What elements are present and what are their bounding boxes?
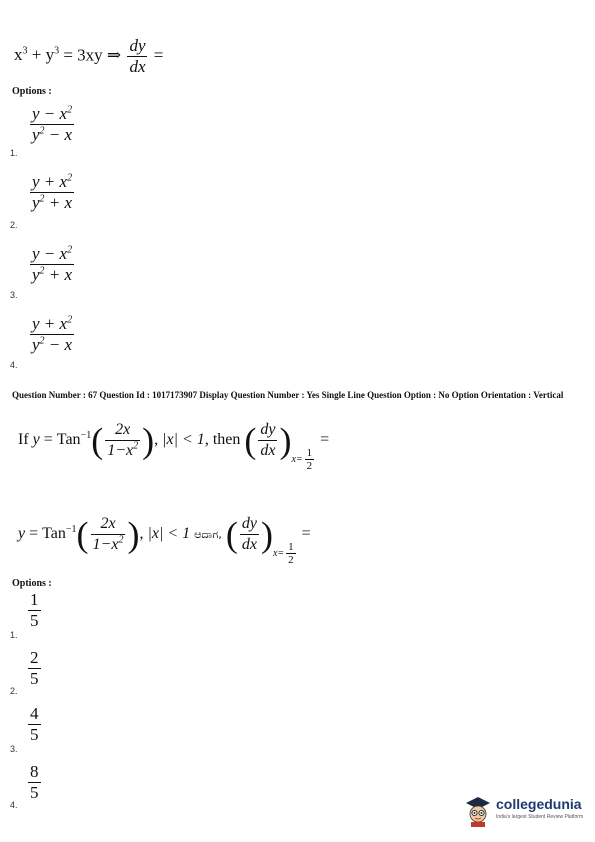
- collegedunia-logo[interactable]: [462, 792, 592, 832]
- q1-option-1[interactable]: $\frac{y - x^2}{y^2 - x}$: [32, 104, 73, 144]
- q1-option-1-number: 1.: [10, 148, 18, 158]
- q2-option-1[interactable]: $\frac{1}{5}$: [30, 590, 39, 630]
- q1-option-2[interactable]: $\frac{y + x^2}{y^2 + x}$: [32, 172, 73, 212]
- graduate-mascot-icon: [462, 794, 494, 828]
- q2-option-3-number: 3.: [10, 744, 18, 754]
- q1-option-4[interactable]: $\frac{y + x^2}{y^2 - x}$: [32, 314, 73, 354]
- q1-option-3-number: 3.: [10, 290, 18, 300]
- logo-tagline: India's largest Student Review Platform: [496, 814, 584, 820]
- logo-wordmark: collegedunia: [496, 796, 582, 812]
- q2-header: Question Number : 67 Question Id : 1017173907 Display Question Number : Yes Single Line Question Option : No Option Orientation : Vertical: [12, 390, 564, 400]
- q1-option-3[interactable]: $\frac{y - x^2}{y^2 + x}$: [32, 244, 73, 284]
- q2-option-4-number: 4.: [10, 800, 18, 810]
- q1-option-4-number: 4.: [10, 360, 18, 370]
- q2-kannada-statement: y = Tan$^{-1}$( $\frac{2x}{1-x^2}$ ), |x| < 1 ಆದಾಗ, ( $\frac{dy}{dx}$ )x= $\frac{1}{2}$ =: [18, 514, 311, 567]
- q2-english-statement: If y = Tan$^{-1}$( $\frac{2x}{1-x^2}$ ), |x| < 1, then ( $\frac{dy}{dx}$ )x= $\frac{1}{2}$ =: [18, 420, 330, 473]
- q2-option-2-number: 2.: [10, 686, 18, 696]
- q2-option-4[interactable]: $\frac{8}{5}$: [30, 762, 39, 802]
- q2-option-1-number: 1.: [10, 630, 18, 640]
- q1-option-2-number: 2.: [10, 220, 18, 230]
- q2-option-3[interactable]: $\frac{4}{5}$: [30, 704, 39, 744]
- q1-relation: = 3xy ⇒: [63, 45, 122, 65]
- q1-options-label: Options :: [12, 86, 52, 97]
- q2-options-label: Options :: [12, 578, 52, 589]
- q2-option-2[interactable]: $\frac{2}{5}$: [30, 648, 39, 688]
- q1-derivative: $\frac{dy}{dx}$: [129, 36, 146, 76]
- q1-equation: $x^3 + y^3 = 3xy$ ⇒ $\frac{dy}{dx}$ =: [14, 36, 164, 76]
